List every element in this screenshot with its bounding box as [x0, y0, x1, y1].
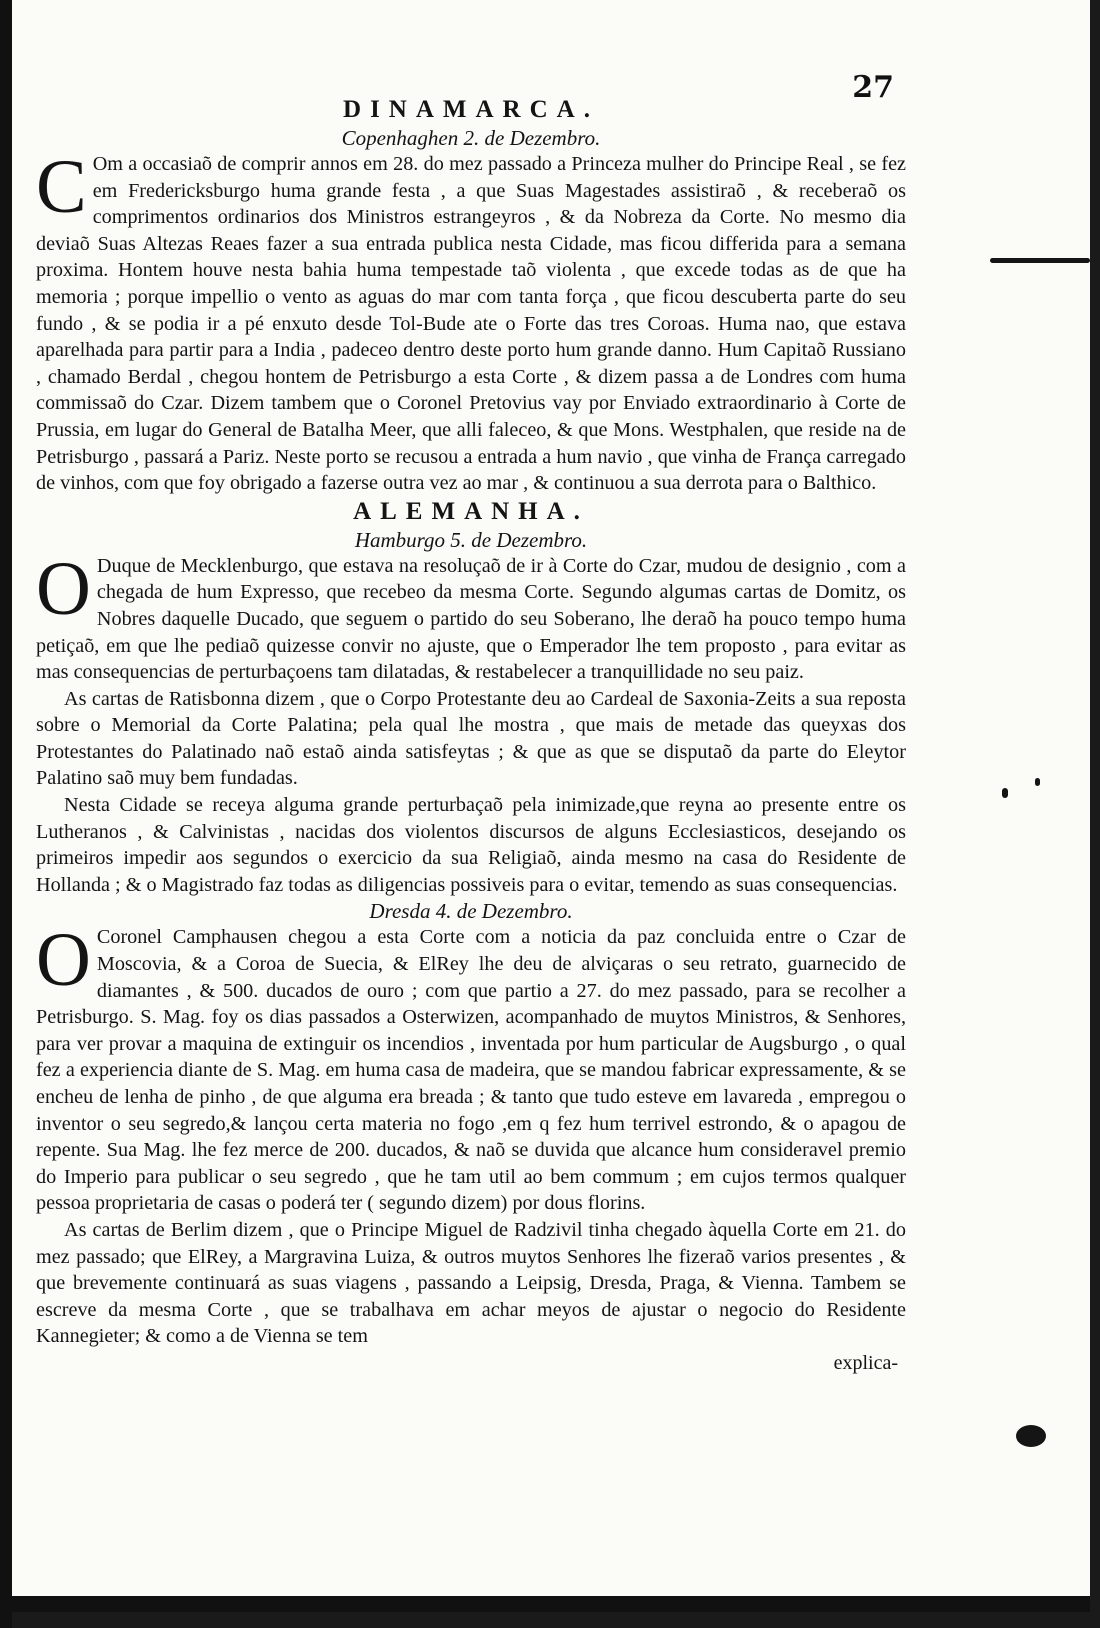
dateline: Dresda 4. de Dezembro.: [369, 899, 573, 924]
catchword: explica-: [833, 1351, 898, 1374]
paragraph: As cartas de Ratisbonna dizem , que o Corpo Protestante deu ao Cardeal de Saxonia-Zeits a sua reposta sobre o Memorial da Corte Palatina; pela qual lhe mostra , que mais de metade das queyxas dos Protestantes do Palatinado naõ estaõ ainda satisfeytas ; & que as que se disputaõ da parte do Eleytor Palatino saõ muy bem fundadas.: [36, 687, 906, 790]
margin-ink-dot: [1035, 778, 1040, 786]
dateline: Copenhaghen 2. de Dezembro.: [341, 126, 601, 150]
paragraph: [36, 918, 906, 1217]
section-dresda: [36, 898, 906, 1350]
newspaper-page: [12, 0, 1090, 1612]
drop-cap: O: [36, 918, 91, 1003]
section-alemanha: [36, 497, 906, 899]
margin-ink-mark: [990, 258, 1090, 263]
paragraph: [36, 145, 906, 497]
margin-ink-blot: [1016, 1425, 1046, 1447]
section-heading: ALEMANHA.: [353, 497, 589, 525]
paragraph: Nesta Cidade se receya alguma grande perturbaçaõ pela inimizade,que reyna ao presente entre os Lutheranos , & Calvinistas , nacidas dos violentos discursos de alguns Ecclesiasticos, desejando os primeiros impedir aos segundos o exercicio da sua Religiaõ, ainda mesmo na casa do Residente de Hollanda ; & o Magistrado faz todas as diligencias possiveis para o evitar, temendo as suas consequencias.: [36, 794, 906, 896]
paragraph-text: Coronel Camphausen chegou a esta Corte com a noticia da paz concluida entre o Czar de Moscovia, & a Coroa de Suecia, & ElRey lhe deu de alviçaras o seu retrato, guarnecido de diamantes , & 500. ducados de ouro ; com que partio a 27. do mez passado, para se recolher a Petrisburgo. S. Mag. foy os dias passados a Osterwizen, acompanhado de muytos Ministros, & Senhores, para ver provar a maquina de extinguir os incendios , inventada por hum particular de Augsburgo , o qual fez a experiencia diante de S. Mag. em huma casa de madeira, que se mandou fabricar expressamente, & se encheu de lenha de pinho , de que alguma era breada ; & tanto que tudo esteve em lavareda , empregou o inventor o seu segredo,& lançou certa materia no fogo ,em q fez hum terrivel estrondo, & o apagou de repente. Sua Mag. lhe fez merce de 200. ducados, & naõ se duvida que alcance hum consideravel premio do Imperio para publicar o seu segredo , que he tam util ao bem commum ; em cujos termos qualquer pessoa proprietaria de casas o poderá ter ( segundo dizem) por dous florins.: [36, 926, 906, 1215]
drop-cap: C: [36, 145, 87, 229]
section-heading: DINAMARCA.: [343, 96, 599, 123]
paragraph-text: Duque de Mecklenburgo, que estava na resoluçaõ de ir à Corte do Czar, mudou de designio , com a chegada de hum Expresso, que recebeo da mesma Corte. Segundo algumas cartas de Domitz, os Nobres daquelle Ducado, que seguem o partido do seu Soberano, lhe deraõ ha pouco tempo huma petiçaõ, em que lhe pediaõ quizesse convir no ajuste, que o Emperador lhe tem proposto , para evitar as mas consequencias de perturbaçoens tam dilatadas, & restabelecer a tranquillidade no seu paiz.: [36, 554, 906, 684]
paragraph: As cartas de Berlim dizem , que o Principe Miguel de Radzivil tinha chegado àquella Corte em 21. do mez passado; que ElRey, a Margravina Luiza, & outros muytos Senhores lhe fizeraõ varios presentes , & que brevemente continuará as suas viagens , passando a Leipsig, Dresda, Praga, & Vienna. Tambem se escreve da mesma Corte , que se trabalhava em achar meyos de ajustar o negocio do Residente Kannegieter; & como a de Vienna se tem: [36, 1218, 906, 1348]
dateline: Hamburgo 5. de Dezembro.: [354, 527, 588, 552]
scan-edge-bottom: [12, 1596, 1090, 1612]
paragraph: [36, 546, 906, 686]
scan-edge-left: [0, 0, 12, 1628]
page-number: 27: [852, 70, 894, 105]
page-content: [36, 95, 906, 1377]
margin-ink-dot: [1002, 788, 1008, 798]
drop-cap: O: [36, 546, 91, 631]
section-dinamarca: [36, 95, 906, 497]
paragraph-text: Om a occasiaõ de comprir annos em 28. do mez passado a Princeza mulher do Principe Real , se fez em Fredericksburgo huma grande festa , a que Suas Magestades assistiraõ , & receberaõ os comprimentos ordinarios dos Ministros estrangeyros , & da Nobreza da Corte. No mesmo dia deviaõ Suas Altezas Reaes fazer a sua entrada publica nesta Cidade, mas ficou differida para a semana proxima. Hontem houve nesta bahia huma tempestade taõ violenta , que excede todas as de que ha memoria ; porque impellio o vento as aguas do mar com tanta força , que ficou descuberta parte do seu fundo , & se podia ir a pé enxuto desde Tol-Bude ate o Forte das tres Coroas. Huma nao, que estava aparelhada para partir para a India , padeceo dentro deste porto hum grande danno. Hum Capitaõ Russiano , chamado Berdal , chegou hontem de Petrisburgo a esta Corte , & dizem passa a de Londres com huma commissaõ do Czar. Dizem tambem que o Coronel Pretovius vay por Enviado extraordinario à Corte de Prussia, em lugar do General de Batalha Meer, que alli faleceo, & que Mons. Westphalen, que reside na de Petrisburgo , passará a Pariz. Neste porto se recusou a entrada a hum navio , que vinha de França carregado de vinhos, com que foy obrigado a fazerse outra vez ao mar , & continuou a sua derrota para o Balthico.: [36, 153, 906, 495]
